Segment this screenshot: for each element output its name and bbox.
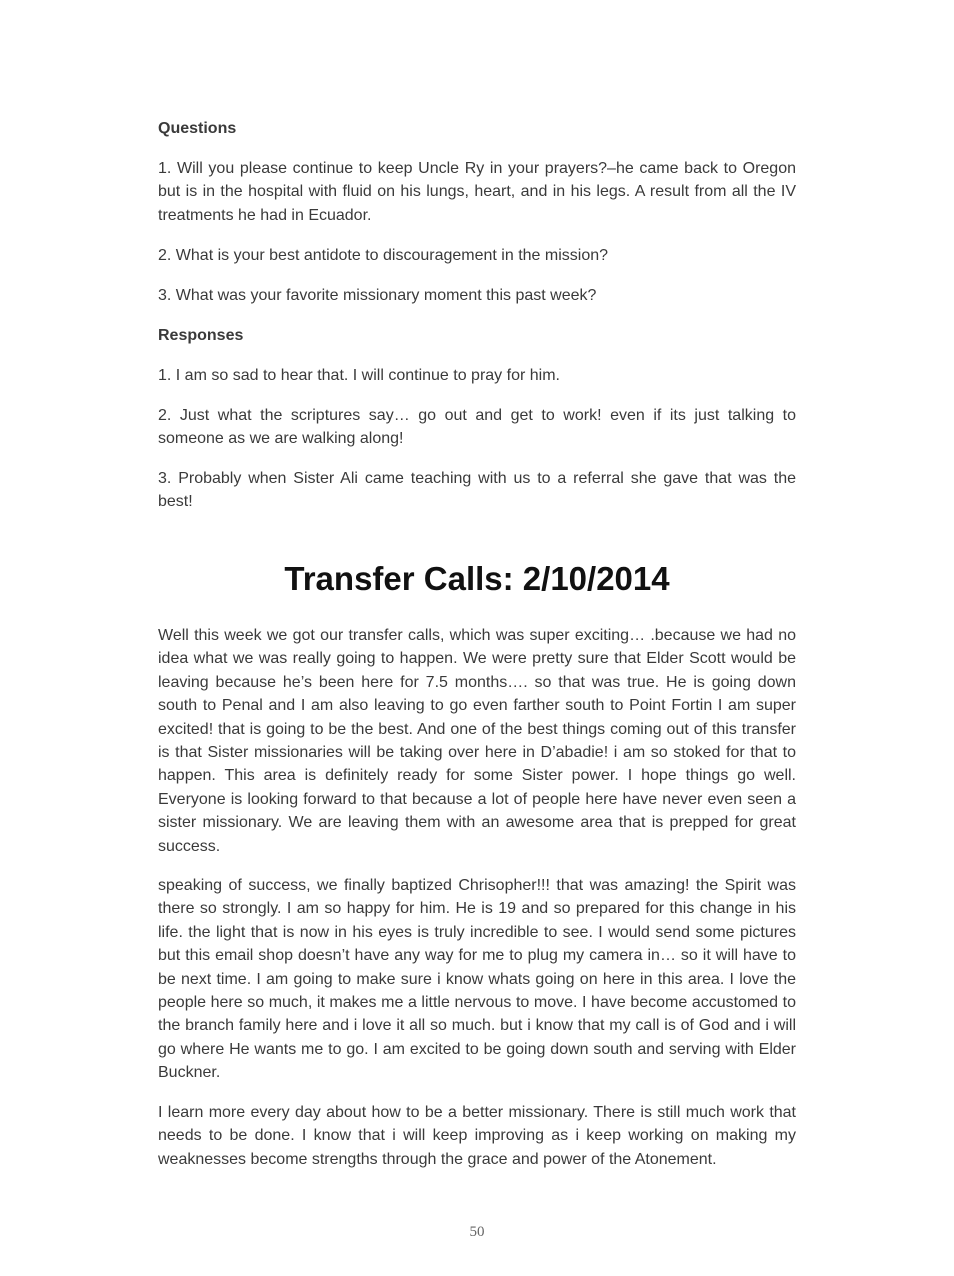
question-item: 3. What was your favorite missionary moment this past week? [158, 287, 597, 304]
question-item: 1. Will you please continue to keep Uncle Ry in your prayers?–he came back to Oregon but is in the hospital with fluid on his lungs, heart, and in his legs. A result from all the IV treatments he had in Ecuador. [158, 160, 796, 224]
questions-heading: Questions [158, 120, 237, 137]
response-item: 3. Probably when Sister Ali came teaching with us to a referral she gave that was the best! [158, 470, 796, 511]
body-paragraph: Well this week we got our transfer calls, which was super exciting… .because we had no idea what we was really going to happen. We were pretty sure that Elder Scott would be leaving because he’s been here for 7.5 months…. so that was true. He is going down south to Penal and I am also leaving to go even farther south to Point Fortin I am super excited! that is going to be the best. And one of the best things coming out of this transfer is that Sister missionaries will be taking over here in D’abadie! i am so stoked for that to happen. This area is definitely ready for some Sister power. I hope things go well. Everyone is looking forward to that because a lot of people here have never even seen a sister missionary. We are leaving them with an awesome area that is prepped for great success. [158, 627, 796, 855]
response-item: 1. I am so sad to hear that. I will continue to pray for him. [158, 367, 560, 384]
section-title: Transfer Calls: 2/10/2014 [284, 560, 670, 597]
question-item: 2. What is your best antidote to discouragement in the mission? [158, 247, 609, 264]
responses-heading: Responses [158, 327, 244, 344]
response-item: 2. Just what the scriptures say… go out and get to work! even if its just talking to someone as we are walking along! [158, 407, 796, 448]
body-paragraph: speaking of success, we finally baptized Chrisopher!!! that was amazing! the Spirit was there so strongly. I am so happy for him. He is 19 and so prepared for this change in his life. the light that is now in his eyes is truly incredible to see. I would send some pictures but this email shop doesn’t have any way for me to plug my camera in… so it will have to be next time. I am going to make sure i know whats going on here in this area. I love the people here so much, it makes me a little nervous to move. I have become accustomed to the branch family here and i love it all so much. but i know that my call is of God and i will go where He wants me to go. I am excited to be going down south and serving with Elder Buckner. [158, 877, 796, 1082]
body-paragraph: I learn more every day about how to be a better missionary. There is still much work that needs to be done. I know that i will keep improving as i keep working on making my weaknesses become strengths through the grace and power of the Atonement. [158, 1104, 796, 1168]
page-number: 50 [469, 1224, 485, 1240]
